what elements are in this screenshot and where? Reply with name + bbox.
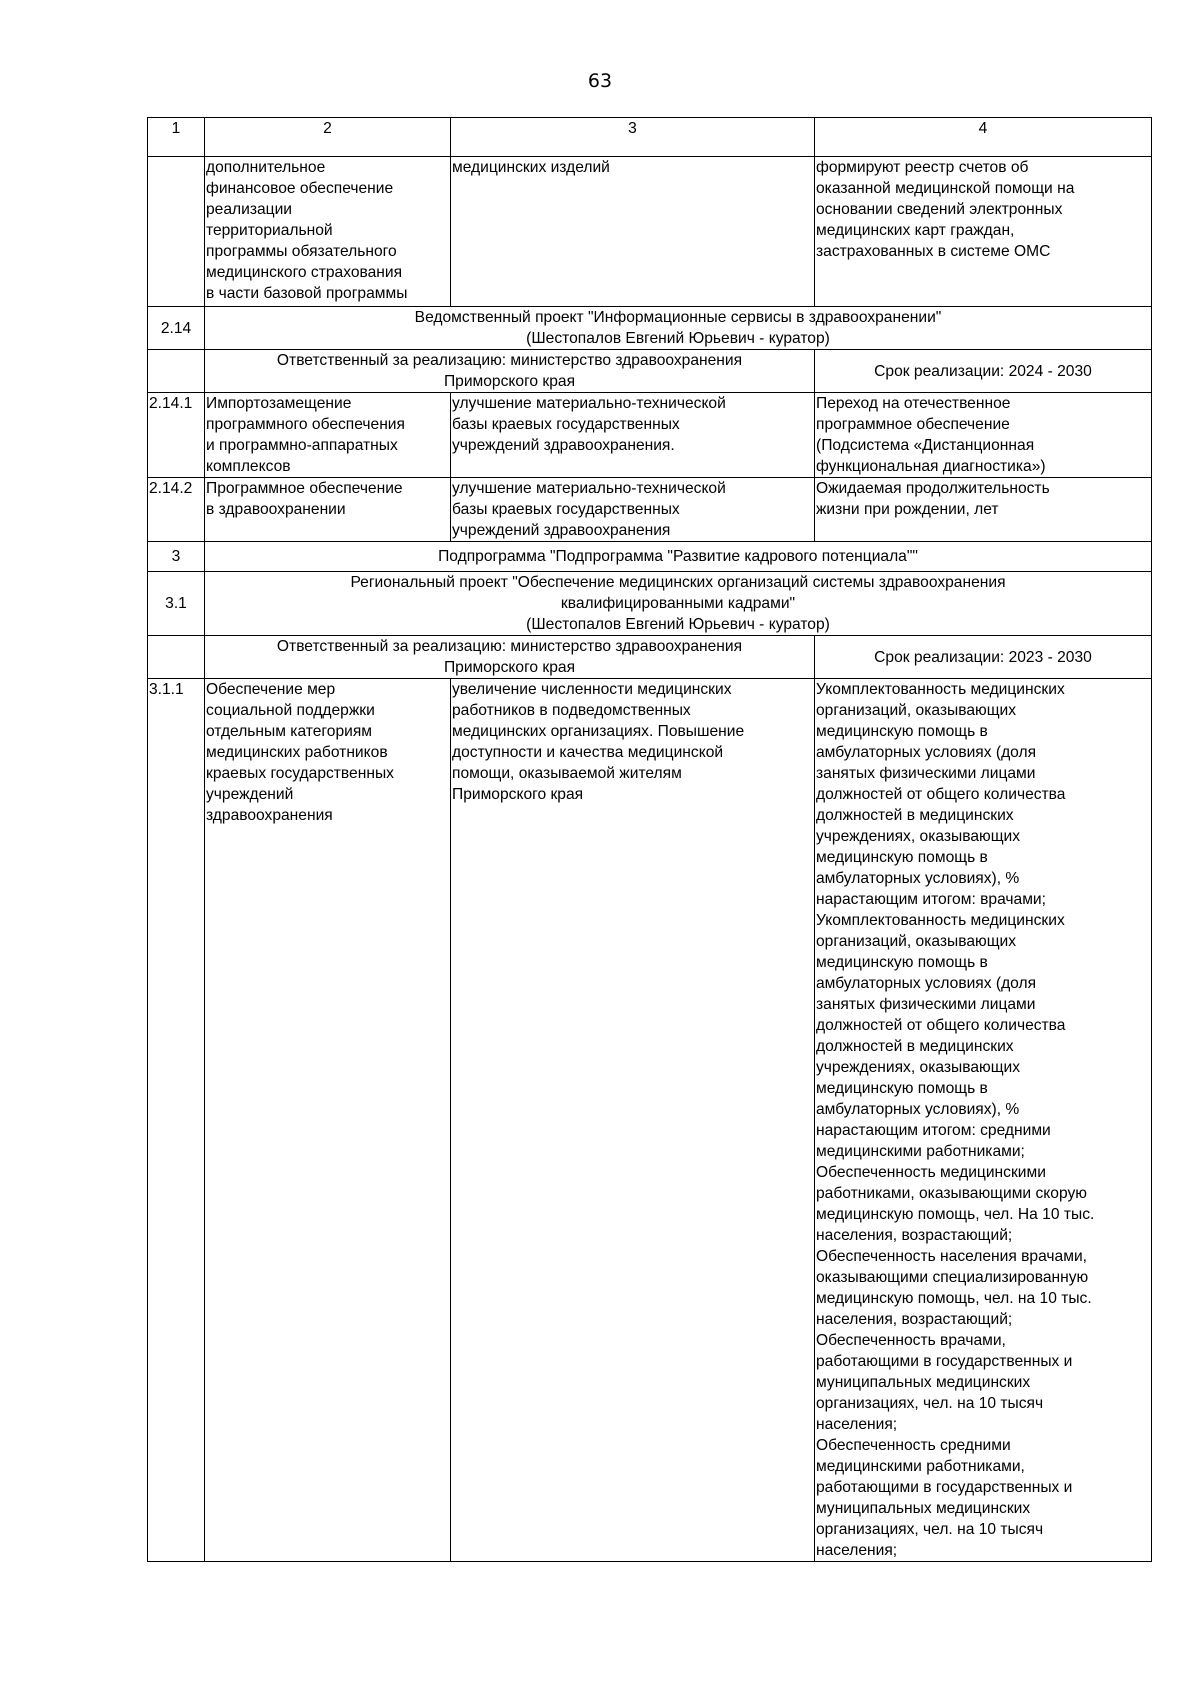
text-line: учреждений <box>206 786 294 803</box>
text-line: медицинскую помощь в <box>816 849 988 866</box>
text-line: здравоохранения <box>206 807 333 824</box>
text-line: нарастающим итогом: средними <box>816 1122 1051 1139</box>
subprogram-title-cell: Подпрограмма "Подпрограмма "Развитие кадрового потенциала"" <box>205 542 1152 572</box>
text-line: работников в подведомственных <box>452 702 691 719</box>
lines-cell <box>205 478 451 542</box>
responsible-cell <box>205 350 815 393</box>
text-line: медицинских изделий <box>452 159 610 176</box>
text-line: Обеспеченность средними <box>816 1437 1011 1454</box>
text-line: улучшение материально-технической <box>452 480 726 497</box>
text-line: помощи, оказываемой жителям <box>452 765 682 782</box>
text-line: муниципальных медицинских <box>816 1500 1031 1517</box>
text-line: медицинских организациях. Повышение <box>452 723 745 740</box>
text-line: должностей от общего количества <box>816 1017 1066 1034</box>
lines-cell <box>815 679 1152 1562</box>
text-line: населения; <box>816 1542 898 1559</box>
text-line: Обеспеченность медицинскими <box>816 1164 1046 1181</box>
lines-cell <box>205 393 451 478</box>
page-number: 63 <box>587 70 613 92</box>
text-line: краевых государственных <box>206 765 394 782</box>
text-line: учреждениях, оказывающих <box>816 1059 1021 1076</box>
text-line: территориальной <box>206 222 333 239</box>
text-line: оказанной медицинской помощи на <box>816 180 1075 197</box>
subprogram-row <box>148 542 1152 572</box>
text-line: в здравоохранении <box>206 501 346 518</box>
text-line: финансовое обеспечение <box>206 180 394 197</box>
text-line: занятых физическими лицами <box>816 996 1036 1013</box>
lines-cell <box>205 679 451 1562</box>
lines-cell <box>451 157 815 307</box>
text-line: медицинскую помощь в <box>816 1080 988 1097</box>
text-line: должностей в медицинских <box>816 807 1014 824</box>
text-line: Ответственный за реализацию: министерство здравоохранения <box>276 352 743 369</box>
text-line: Укомплектованность медицинских <box>816 912 1065 929</box>
table-header-row <box>148 118 1152 157</box>
row-number-cell: 3.1 <box>148 572 205 636</box>
text-line: квалифицированными кадрами" <box>560 595 796 612</box>
row-number-cell: 2.14.1 <box>148 393 205 478</box>
text-line: увеличение численности медицинских <box>452 681 732 698</box>
text-line: оказывающими специализированную <box>816 1269 1089 1286</box>
row-number-cell <box>148 157 205 307</box>
text-line: социальной поддержки <box>206 702 375 719</box>
lines-cell <box>451 393 815 478</box>
text-line: организаций, оказывающих <box>816 702 1017 719</box>
text-line: Обеспечение мер <box>206 681 336 698</box>
text-line: населения; <box>816 1416 898 1433</box>
text-line: Укомплектованность медицинских <box>816 681 1065 698</box>
text-line: Обеспеченность населения врачами, <box>816 1248 1087 1265</box>
text-line: населения, возрастающий; <box>816 1227 1013 1244</box>
text-line: программное обеспечение <box>816 416 1010 433</box>
text-line: в части базовой программы <box>206 285 408 302</box>
text-line: (Подсистема «Дистанционная <box>816 437 1035 454</box>
text-line: и программно-аппаратных <box>206 437 398 454</box>
text-line: Приморского края <box>443 373 576 390</box>
program-table <box>147 117 1152 1562</box>
text-line: Приморского края <box>452 786 584 803</box>
text-line: базы краевых государственных <box>452 416 680 433</box>
text-line: медицинскими работниками, <box>816 1458 1025 1475</box>
text-line: амбулаторных условиях (доля <box>816 744 1037 761</box>
text-line: медицинского страхования <box>206 264 403 281</box>
text-line: Приморского края <box>443 659 576 676</box>
text-line: формируют реестр счетов об <box>816 159 1029 176</box>
text-line: занятых физическими лицами <box>816 765 1036 782</box>
text-line: комплексов <box>206 458 291 475</box>
project-title-cell <box>205 307 1152 350</box>
text-line: медицинских работников <box>206 744 388 761</box>
text-line: медицинскую помощь в <box>816 723 988 740</box>
text-line: работающими в государственных и <box>816 1479 1073 1496</box>
row-number-cell: 3.1.1 <box>148 679 205 1562</box>
text-line: медицинскую помощь в <box>816 954 988 971</box>
text-line: Ответственный за реализацию: министерство здравоохранения <box>276 638 743 655</box>
text-line: населения, возрастающий; <box>816 1311 1013 1328</box>
text-line: Ведомственный проект "Информационные сервисы в здравоохранении" <box>414 309 942 326</box>
row-number-cell: 3 <box>148 542 205 572</box>
table-row <box>148 478 1152 542</box>
text-line: базы краевых государственных <box>452 501 680 518</box>
text-line: функциональная диагностика») <box>816 458 1046 475</box>
text-line: работниками, оказывающими скорую <box>816 1185 1087 1202</box>
lines-cell <box>451 478 815 542</box>
text-line: должностей в медицинских <box>816 1038 1014 1055</box>
text-line: амбулаторных условиях), % <box>816 870 1020 887</box>
text-line: Региональный проект "Обеспечение медицинских организаций системы здравоохранения <box>350 574 1006 591</box>
text-line: медицинскую помощь, чел. На 10 тыс. <box>816 1206 1095 1223</box>
text-line: жизни при рождении, лет <box>816 501 999 518</box>
text-line: организациях, чел. на 10 тысяч <box>816 1521 1044 1538</box>
text-line: Импортозамещение <box>206 395 352 412</box>
text-line: учреждений здравоохранения. <box>452 437 675 454</box>
table-row <box>148 679 1152 1562</box>
lines-cell <box>815 478 1152 542</box>
text-line: медицинских карт граждан, <box>816 222 1015 239</box>
text-line: программы обязательного <box>206 243 397 260</box>
header-cell: 4 <box>815 118 1152 157</box>
text-line: основании сведений электронных <box>816 201 1063 218</box>
table-row <box>148 157 1152 307</box>
text-line: амбулаторных условиях), % <box>816 1101 1020 1118</box>
text-line: должностей от общего количества <box>816 786 1066 803</box>
text-line: застрахованных в системе ОМС <box>816 243 1051 260</box>
text-line: Программное обеспечение <box>206 480 403 497</box>
project-title-row <box>148 307 1152 350</box>
project-title-row <box>148 572 1152 636</box>
text-line: работающими в государственных и <box>816 1353 1073 1370</box>
project-title-cell <box>205 572 1152 636</box>
lines-cell <box>815 157 1152 307</box>
text-line: программного обеспечения <box>206 416 405 433</box>
header-cell: 2 <box>205 118 451 157</box>
text-line: дополнительное <box>206 159 326 176</box>
term-cell: Срок реализации: 2023 - 2030 <box>815 636 1152 679</box>
row-number-cell: 2.14.2 <box>148 478 205 542</box>
text-line: организаций, оказывающих <box>816 933 1017 950</box>
row-number-cell <box>148 350 205 393</box>
term-cell: Срок реализации: 2024 - 2030 <box>815 350 1152 393</box>
lines-cell <box>815 393 1152 478</box>
text-line: муниципальных медицинских <box>816 1374 1031 1391</box>
text-line: медицинскую помощь, чел. на 10 тыс. <box>816 1290 1092 1307</box>
responsible-row <box>148 636 1152 679</box>
text-line: амбулаторных условиях (доля <box>816 975 1037 992</box>
table-row <box>148 393 1152 478</box>
text-line: доступности и качества медицинской <box>452 744 724 761</box>
text-line: организациях, чел. на 10 тысяч <box>816 1395 1044 1412</box>
text-line: Переход на отечественное <box>816 395 1011 412</box>
responsible-row <box>148 350 1152 393</box>
responsible-cell <box>205 636 815 679</box>
lines-cell <box>205 157 451 307</box>
text-line: (Шестопалов Евгений Юрьевич - куратор) <box>526 330 830 347</box>
header-cell: 3 <box>451 118 815 157</box>
text-line: учреждениях, оказывающих <box>816 828 1021 845</box>
text-line: отдельным категориям <box>206 723 373 740</box>
text-line: медицинскими работниками; <box>816 1143 1025 1160</box>
text-line: (Шестопалов Евгений Юрьевич - куратор) <box>526 616 830 633</box>
row-number-cell: 2.14 <box>148 307 205 350</box>
lines-cell <box>451 679 815 1562</box>
text-line: улучшение материально-технической <box>452 395 726 412</box>
text-line: нарастающим итогом: врачами; <box>816 891 1046 908</box>
text-line: Ожидаемая продолжительность <box>816 480 1050 497</box>
text-line: учреждений здравоохранения <box>452 522 671 539</box>
row-number-cell <box>148 636 205 679</box>
text-line: Обеспеченность врачами, <box>816 1332 1006 1349</box>
header-cell: 1 <box>148 118 205 157</box>
text-line: реализации <box>206 201 293 218</box>
